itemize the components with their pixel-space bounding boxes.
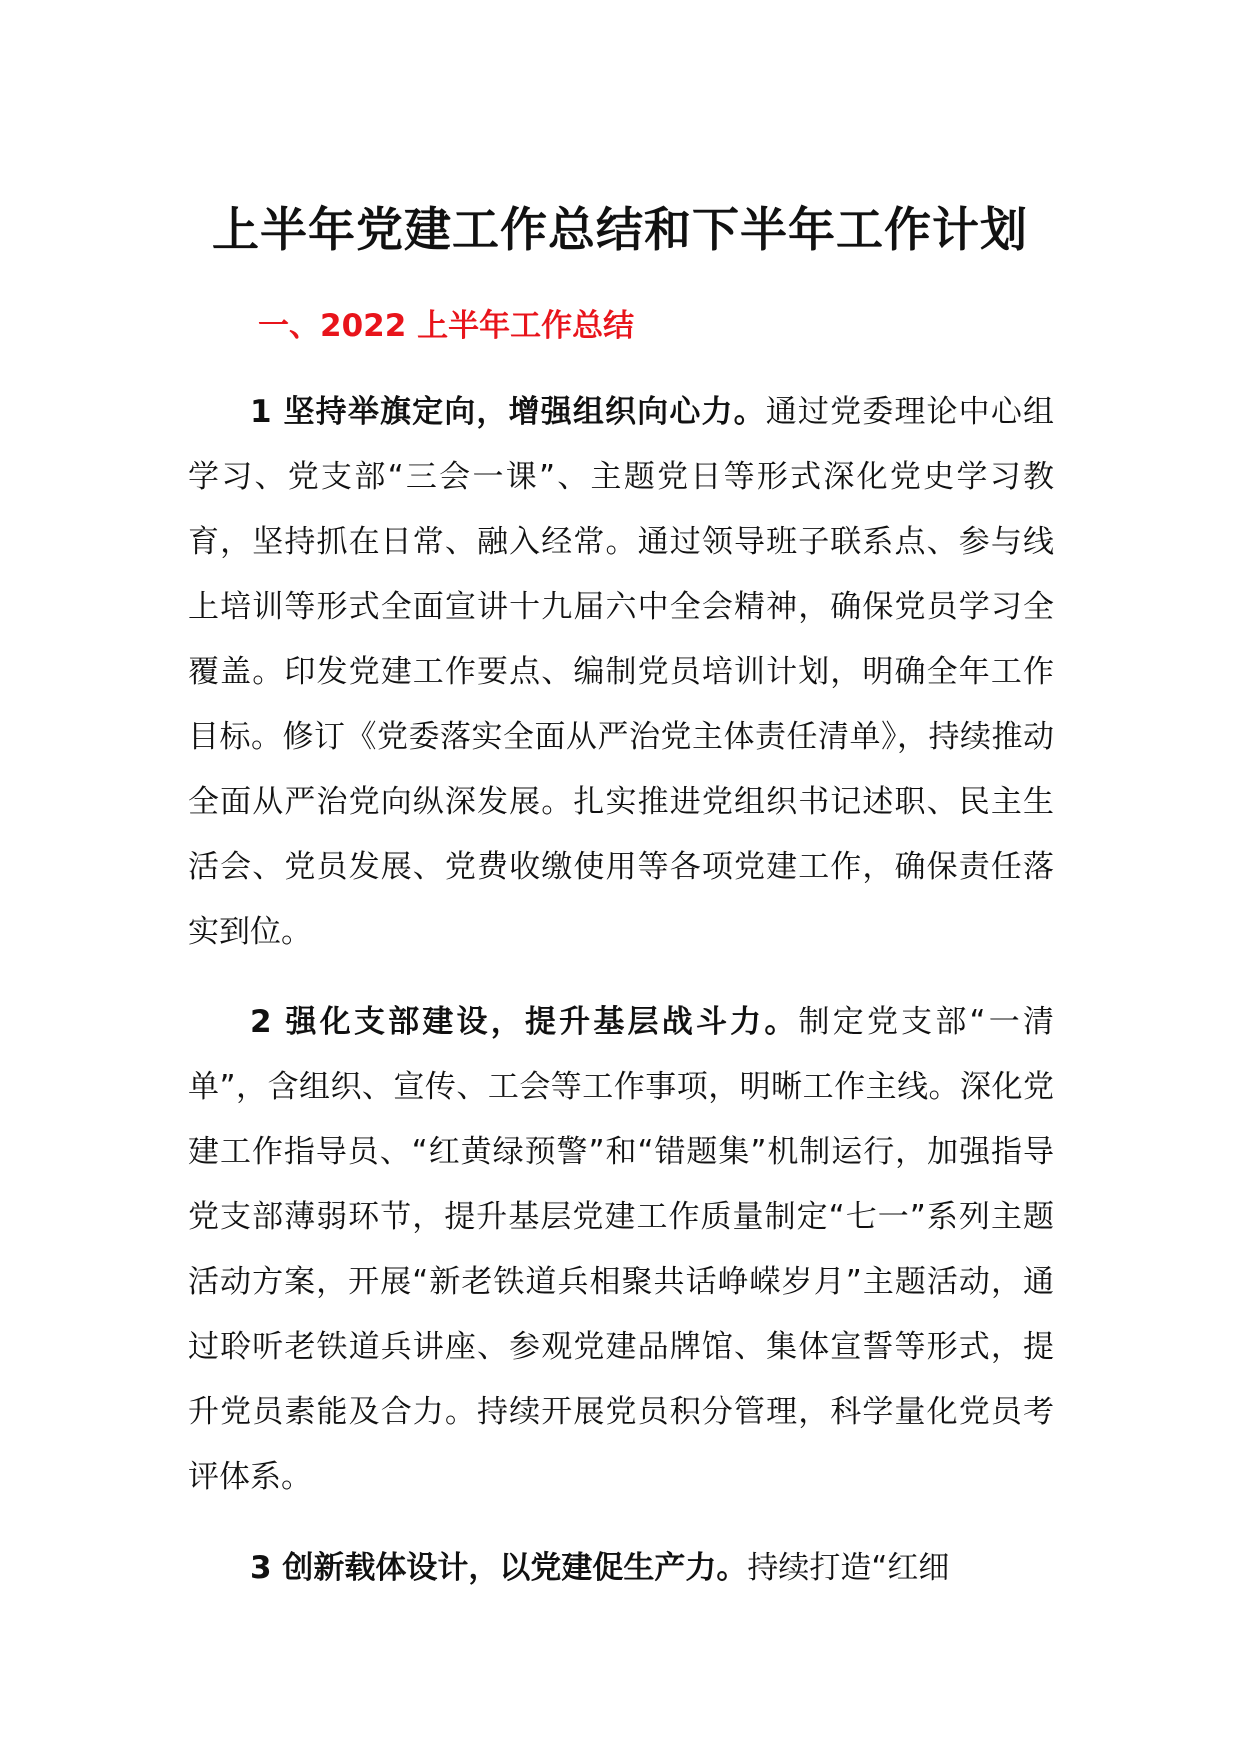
section-heading: 一、2022 上半年工作总结 [258, 308, 635, 344]
document-title: 上半年党建工作总结和下半年工作计划 [212, 203, 1028, 258]
paragraph-2-body: 制定党支部“一清单”，含组织、宣传、工会等工作事项，明晰工作主线。深化党建工作指导员、“红黄绿预警”和“错题集”机制运行，加强指导党支部薄弱环节，提升基层党建工作质量制定“七一”系列主题活动方案，开展“新老铁道兵相聚共话峥嵘岁月”主题活动，通过聆听老铁道兵讲座、参观党建品牌馆、集体宣誓等形式，提升党员素能及合力。持续开展党员积分管理，科学量化党员考评体系。 [188, 1004, 1054, 1495]
paragraph-1-lead: 1 坚持举旗定向，增强组织向心力。 [250, 394, 766, 430]
paragraph-2 [188, 990, 1054, 1510]
paragraph-3 [188, 1536, 1054, 1601]
paragraph-1-body: 通过党委理论中心组学习、党支部“三会一课”、主题党日等形式深化党史学习教育，坚持抓在日常、融入经常。通过领导班子联系点、参与线上培训等形式全面宣讲十九届六中全会精神，确保党员学习全覆盖。印发党建工作要点、编制党员培训计划，明确全年工作目标。修订《党委落实全面从严治党主体责任清单》，持续推动全面从严治党向纵深发展。扎实推进党组织书记述职、民主生活会、党员发展、党费收缴使用等各项党建工作，确保责任落实到位。 [188, 394, 1054, 950]
paragraph-3-lead: 3 创新载体设计，以党建促生产力。 [250, 1550, 748, 1586]
paragraph-1 [188, 380, 1054, 965]
paragraph-2-lead: 2 强化支部建设，提升基层战斗力。 [250, 1004, 799, 1040]
paragraph-3-body: 持续打造“红细 [747, 1550, 950, 1586]
